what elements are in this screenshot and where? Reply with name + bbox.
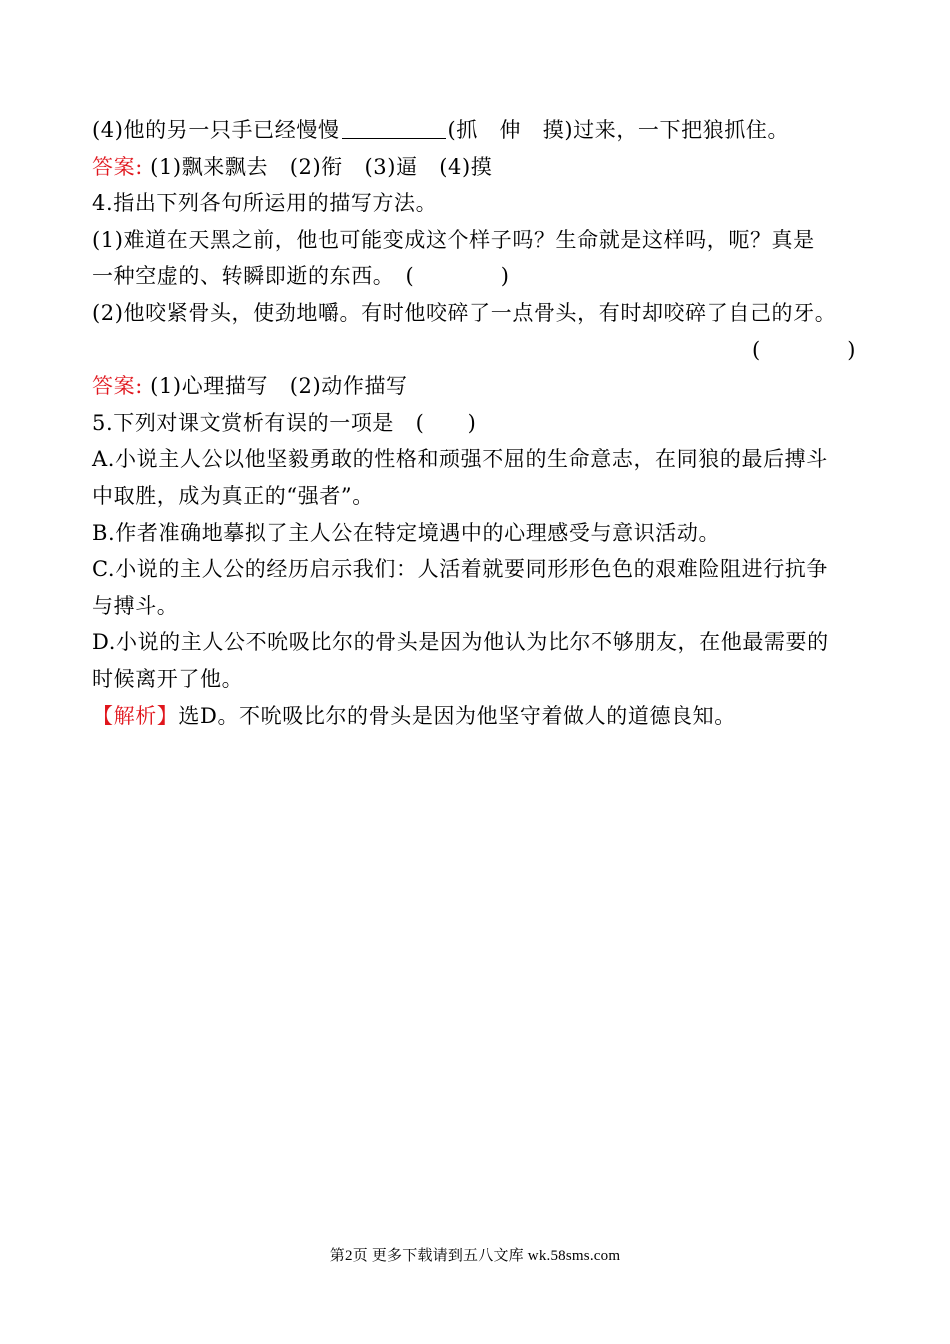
question-4-item-2-line-1: (2)他咬紧骨头，使劲地嚼。有时他咬碎了一点骨头，有时却咬碎了自己的牙。 <box>92 300 837 325</box>
q3-item4-suffix: (抓 伸 摸)过来，一下把狼抓住。 <box>447 118 790 142</box>
question-4-item-1-line-1: (1)难道在天黑之前，他也可能变成这个样子吗？生命就是这样吗，呃？真是 <box>92 227 815 252</box>
answer-4 <box>92 368 860 405</box>
fill-in-blank[interactable] <box>342 116 446 139</box>
q3-item4-prefix: (4)他的另一只手已经慢慢 <box>92 118 340 142</box>
option-a-line-1: A.小说主人公以他坚毅勇敢的性格和顽强不屈的生命意志，在同狼的最后搏斗 <box>92 447 828 472</box>
answer-label: 答案: <box>92 374 143 399</box>
question-3-item-4 <box>92 112 860 149</box>
question-5-stem: 5.下列对课文赏析有误的一项是 ( ) <box>92 410 477 435</box>
page-footer: 第2页 更多下载请到五八文库 wk.58sms.com <box>329 1248 621 1264</box>
answer-3 <box>92 149 860 186</box>
answer-text: (1)飘来飘去 (2)衔 (3)逼 (4)摸 <box>150 154 493 179</box>
option-d-line-1: D.小说的主人公不吮吸比尔的骨头是因为他认为比尔不够朋友，在他最需要的 <box>92 630 829 655</box>
option-c-line-1: C.小说的主人公的经历启示我们：人活着就要同形形色色的艰难险阻进行抗争 <box>92 557 828 582</box>
option-a-line-2: 中取胜，成为真正的“强者”。 <box>92 483 374 508</box>
analysis-label: 【解析】 <box>92 703 179 728</box>
option-b: B.作者准确地摹拟了主人公在特定境遇中的心理感受与意识活动。 <box>92 520 721 545</box>
question-4-item-2-answer-paren: ( ) <box>752 337 856 362</box>
question-4-stem: 4.指出下列各句所运用的描写方法。 <box>92 191 438 216</box>
option-d-line-2: 时候离开了他。 <box>92 666 244 691</box>
question-4-item-1-line-2: 一种空虚的、转瞬即逝的东西。 ( ) <box>92 264 510 289</box>
analysis-text: 选D。不吮吸比尔的骨头是因为他坚守着做人的道德良知。 <box>178 703 736 728</box>
answer-label: 答案: <box>92 154 143 179</box>
analysis <box>92 698 860 735</box>
answer-text: (1)心理描写 (2)动作描写 <box>150 374 408 399</box>
option-c-line-2: 与搏斗。 <box>92 593 179 618</box>
document-body <box>92 112 860 734</box>
